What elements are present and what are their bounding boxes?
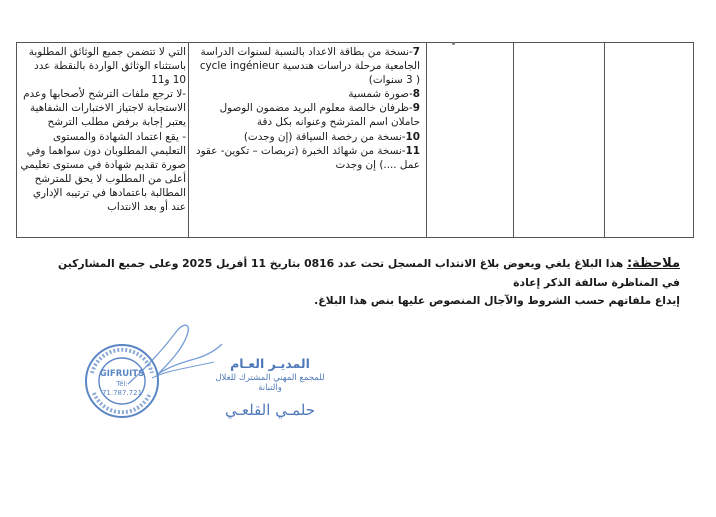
document-item xyxy=(194,144,420,172)
document-text: -ظرفان خالصة معلوم البريد مضمون الوصول حاملان اسم المترشح وعنوانه بكل دقة xyxy=(219,102,420,129)
stamp-tel: 71.787.721 xyxy=(101,389,143,397)
document-number: 10 xyxy=(405,130,420,143)
table-top-border xyxy=(16,42,694,43)
note-line-2: إيداع ملفاتهم حسب الشروط والآجال المنصوص عليها بنص هذا البلاغ. xyxy=(314,294,680,307)
note-block xyxy=(50,255,680,311)
condition-text: -لا ترجع ملفات الترشح لأصحابها وعدم الاستجابة لاجتياز الاختبارات الشفاهية يعتبر إجابة برفض مطلب الترشح xyxy=(23,88,186,129)
conditions-cell xyxy=(18,45,186,214)
document-item xyxy=(194,101,420,129)
table-divider xyxy=(513,42,514,238)
table-divider xyxy=(188,42,189,238)
signatory-organization: للمجمع المهني المشترك للغلال والتبانة xyxy=(215,373,325,393)
document-text: -نسخة من شهائد الخبرة (تربصات – تكوين- عقود عمل ....) إن وجدت xyxy=(195,144,420,171)
document-item xyxy=(194,130,420,144)
condition-text: - يقع اعتماد الشهادة والمستوى التعليمي المطلوبان دون سواهما وفي صورة تقديم شهادة في مستوى تعليمي أعلى من المطلوب لا يحق للمترشح المطالبة باعتمادها في ترتيبه الإداري عند أو بعد الانتداب xyxy=(20,130,186,214)
scan-speck xyxy=(452,42,455,45)
stamp-tel-label: Tél: xyxy=(116,380,128,388)
table-border xyxy=(693,42,694,238)
signatory-title: المديـر العـام xyxy=(230,356,310,371)
document-text-suffix: ( 3 سنوات) xyxy=(368,74,420,87)
signature-block xyxy=(210,356,330,419)
document-number: 9 xyxy=(412,102,420,115)
document-number: 11 xyxy=(405,144,420,157)
stamp-name: GIFRUITS xyxy=(99,369,145,379)
requirements-table xyxy=(16,42,694,238)
document-latin-text: cycle ingénieur xyxy=(199,60,280,73)
table-border xyxy=(16,42,17,238)
document-text: -صورة شمسية xyxy=(348,88,413,101)
document-item xyxy=(194,45,420,87)
table-bottom-border xyxy=(16,237,694,238)
table-divider xyxy=(426,42,427,238)
note-label: ملاحظة: xyxy=(626,256,680,271)
document-text: -نسخة من بطاقة الاعداد بالنسبة لسنوات الدراسة الجامعية مرحلة دراسات هندسية xyxy=(200,46,420,73)
signatory-name: حلمـي القلعـي xyxy=(225,401,315,419)
note-line-1: هذا البلاغ يلغي ويعوض بلاغ الانتداب المسجل تحت عدد 0816 بتاريخ 11 أفريل 2025 وعلى جميع المشاركين في المناظرة سالفة الذكر إعادة xyxy=(58,257,680,289)
table-divider xyxy=(604,42,605,238)
condition-text: التي لا تتضمن جميع الوثائق المطلوبة باستثناء الوثائق الواردة بالنقطة عدد 10 و11 xyxy=(28,46,186,87)
document-item xyxy=(194,87,420,101)
documents-cell xyxy=(194,45,420,172)
official-stamp xyxy=(84,343,160,419)
document-number: 8 xyxy=(412,88,420,101)
document-number: 7 xyxy=(412,46,420,58)
document-text: -نسخة من رخصة السياقة (إن وجدت) xyxy=(243,130,406,143)
